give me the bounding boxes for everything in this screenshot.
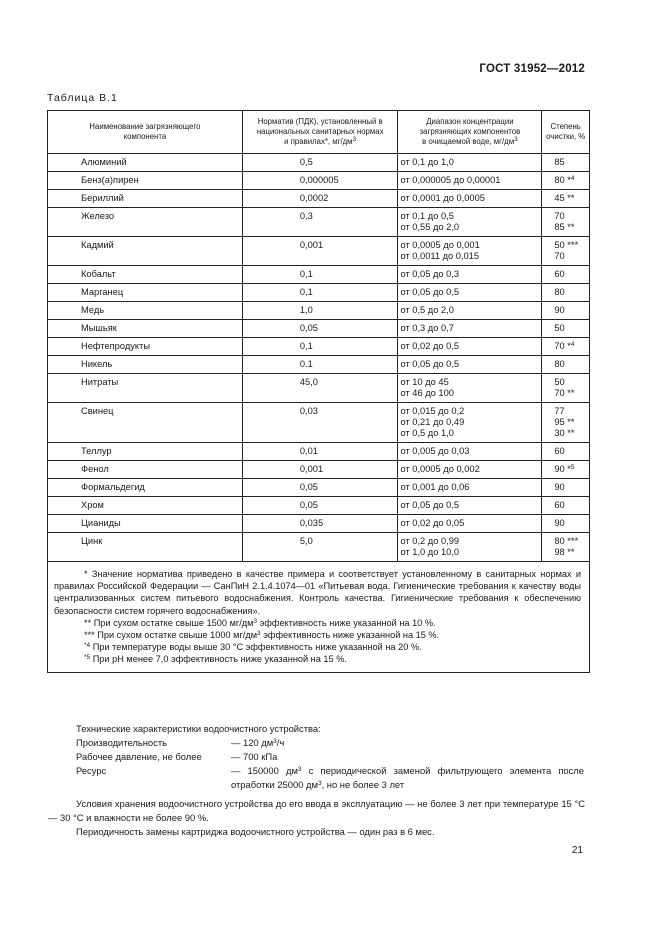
component-name-cell: Никель — [48, 356, 243, 374]
component-name-cell: Алюминий — [48, 154, 243, 172]
range-cell: от 0,3 до 0,7 — [398, 320, 542, 338]
replacement-paragraph: Периодичность замены картриджа водоочистного устройства — один раз в 6 мес. — [76, 826, 435, 837]
range-cell: от 0,5 до 2,0 — [398, 302, 542, 320]
component-name-cell: Цианиды — [48, 515, 243, 533]
table-notes-row — [48, 562, 590, 673]
table-row — [48, 515, 590, 533]
degree-cell: 60 — [542, 497, 590, 515]
page-number: 21 — [571, 845, 583, 856]
degree-cell: 90 — [542, 479, 590, 497]
degree-cell: 80 — [542, 284, 590, 302]
table-row — [48, 208, 590, 237]
component-name-cell: Фенол — [48, 461, 243, 479]
note-4: $^{*4}$ При температуре воды выше 30 °С эффективность ниже указанной на 20 %. — [84, 642, 422, 653]
header-norm: Норматив (ПДК), установленный в национальных санитарных нормах и правилах*, $мг/дм^3$ — [242, 111, 398, 154]
norm-cell: 0,01 — [242, 443, 398, 461]
table-row — [48, 461, 590, 479]
norm-cell: 0,1 — [242, 284, 398, 302]
spec-row-pressure: Рабочее давление, не более — 700 кПа — [76, 751, 278, 762]
range-cell: от 0,000005 до 0,00001 — [398, 172, 542, 190]
range-cell: от 0,1 до 1,0 — [398, 154, 542, 172]
range-cell: от 0,1 до 0,5 от 0,55 до 2,0 — [398, 208, 542, 237]
norm-cell: 0,05 — [242, 497, 398, 515]
degree-cell: 45 ** — [542, 190, 590, 208]
component-name-cell: Кадмий — [48, 237, 243, 266]
table-row — [48, 320, 590, 338]
table-row — [48, 154, 590, 172]
table-notes — [48, 562, 590, 673]
pollutants-table — [47, 110, 590, 673]
norm-cell: 0,000005 — [242, 172, 398, 190]
spec-row-resource: Ресурс — 150000 $дм^3$ с периодической заменой фильтрующего элемента после отработки 25000 $дм^3$, но не более 3 лет — [76, 765, 584, 790]
table-caption: Таблица В.1 — [47, 92, 118, 104]
range-cell: от 0,05 до 0,3 — [398, 266, 542, 284]
norm-cell: 0,1 — [242, 338, 398, 356]
table-header-row — [48, 111, 590, 154]
range-cell: от 0,02 до 0,05 — [398, 515, 542, 533]
component-name-cell: Мышьяк — [48, 320, 243, 338]
degree-cell: 90 *$^5$ — [542, 461, 590, 479]
norm-cell: 0,05 — [242, 320, 398, 338]
table-row — [48, 533, 590, 562]
table-row — [48, 497, 590, 515]
specs-intro: Технические характеристики водоочистного устройства: — [76, 723, 321, 734]
range-cell: от 0,005 до 0,03 — [398, 443, 542, 461]
range-cell: от 0,2 до 0,99 от 1,0 до 10,0 — [398, 533, 542, 562]
component-name-cell: Марганец — [48, 284, 243, 302]
component-name-cell: Цинк — [48, 533, 243, 562]
degree-cell: 50 — [542, 320, 590, 338]
degree-cell: 70 *$^4$ — [542, 338, 590, 356]
range-cell: от 0,05 до 0,5 — [398, 356, 542, 374]
table-row — [48, 237, 590, 266]
component-name-cell: Теллур — [48, 443, 243, 461]
degree-cell: 77 95 ** 30 ** — [542, 403, 590, 443]
component-name-cell: Медь — [48, 302, 243, 320]
component-name-cell: Бериллий — [48, 190, 243, 208]
table-row — [48, 403, 590, 443]
norm-cell: 0,1 — [242, 266, 398, 284]
degree-cell: 90 — [542, 515, 590, 533]
norm-cell: 0,035 — [242, 515, 398, 533]
note-2: ** При сухом остатке свыше 1500 $мг/дм^3$ эффективность ниже указанной на 10 %. — [84, 617, 436, 628]
storage-paragraph: Условия хранения водоочистного устройства до его ввода в эксплуатацию — не более 3 лет при температуре 15 °С — 30 °С и влажности не более 90 %. — [48, 798, 585, 823]
norm-cell: 45,0 — [242, 374, 398, 403]
range-cell: от 0,0005 до 0,001 от 0,0011 до 0,015 — [398, 237, 542, 266]
degree-cell: 85 — [542, 154, 590, 172]
degree-cell: 50 70 ** — [542, 374, 590, 403]
norm-cell: 0,5 — [242, 154, 398, 172]
range-cell: от 0,02 до 0,5 — [398, 338, 542, 356]
range-cell: от 0,05 до 0,5 — [398, 284, 542, 302]
table-row — [48, 479, 590, 497]
header-degree: Степень очистки, % — [542, 111, 590, 154]
device-specs — [76, 722, 584, 792]
degree-cell: 60 — [542, 266, 590, 284]
range-cell: от 10 до 45 от 46 до 100 — [398, 374, 542, 403]
component-name-cell: Свинец — [48, 403, 243, 443]
degree-cell: 80 *$^4$ — [542, 172, 590, 190]
range-cell: от 0,015 до 0,2 от 0,21 до 0,49 от 0,5 до 1,0 — [398, 403, 542, 443]
degree-cell: 80 — [542, 356, 590, 374]
component-name-cell: Железо — [48, 208, 243, 237]
header-component: Наименование загрязняющего компонента — [48, 111, 243, 154]
table-row — [48, 266, 590, 284]
standard-designation: ГОСТ 31952—2012 — [479, 63, 585, 75]
norm-cell: 0,0002 — [242, 190, 398, 208]
range-cell: от 0,0005 до 0,002 — [398, 461, 542, 479]
degree-cell: 90 — [542, 302, 590, 320]
component-name-cell: Хром — [48, 497, 243, 515]
norm-cell: 0,03 — [242, 403, 398, 443]
table-row — [48, 172, 590, 190]
norm-cell: 1,0 — [242, 302, 398, 320]
norm-cell: 5,0 — [242, 533, 398, 562]
table-row — [48, 374, 590, 403]
component-name-cell: Бенз(а)пирен — [48, 172, 243, 190]
norm-cell: 0,001 — [242, 461, 398, 479]
norm-cell: 0,001 — [242, 237, 398, 266]
header-range: Диапазон концентрации загрязняющих компонентов в очищаемой воде, $мг/дм^3$ — [398, 111, 542, 154]
component-name-cell: Нитраты — [48, 374, 243, 403]
range-cell: от 0,001 до 0,06 — [398, 479, 542, 497]
table-row — [48, 302, 590, 320]
degree-cell: 60 — [542, 443, 590, 461]
table-row — [48, 356, 590, 374]
range-cell: от 0,0001 до 0,0005 — [398, 190, 542, 208]
range-cell: от 0,05 до 0,5 — [398, 497, 542, 515]
component-name-cell: Нефтепродукты — [48, 338, 243, 356]
component-name-cell: Формальдегид — [48, 479, 243, 497]
table-row — [48, 190, 590, 208]
degree-cell: 80 *** 98 ** — [542, 533, 590, 562]
norm-cell: 0,05 — [242, 479, 398, 497]
component-name-cell: Кобальт — [48, 266, 243, 284]
spec-row-capacity: Производительность — 120 $дм^3/ч$ — [76, 737, 285, 748]
note-1: * Значение норматива приведено в качестве примера и соответствует установленному в санитарных нормах и правилах Российской Федерации — СанПиН 2.1.4.1074—01 «Питьевая вода. Гигиенические требования к качеству воды централизованных систем питьевого водоснабжения. Контроль качества. Гигиенические требования к обеспечению безопасности систем горячего водоснабжения». — [54, 569, 581, 616]
norm-cell: 0,3 — [242, 208, 398, 237]
note-5: $^{*5}$ При pH менее 7,0 эффективность ниже указанной на 15 %. — [84, 654, 347, 665]
degree-cell: 70 85 ** — [542, 208, 590, 237]
table-row — [48, 338, 590, 356]
norm-cell: 0.1 — [242, 356, 398, 374]
note-3: *** При сухом остатке свыше 1000 $мг/дм^3$ эффективность ниже указанной на 15 %. — [84, 630, 440, 641]
table-row — [48, 443, 590, 461]
table-row — [48, 284, 590, 302]
degree-cell: 50 *** 70 — [542, 237, 590, 266]
